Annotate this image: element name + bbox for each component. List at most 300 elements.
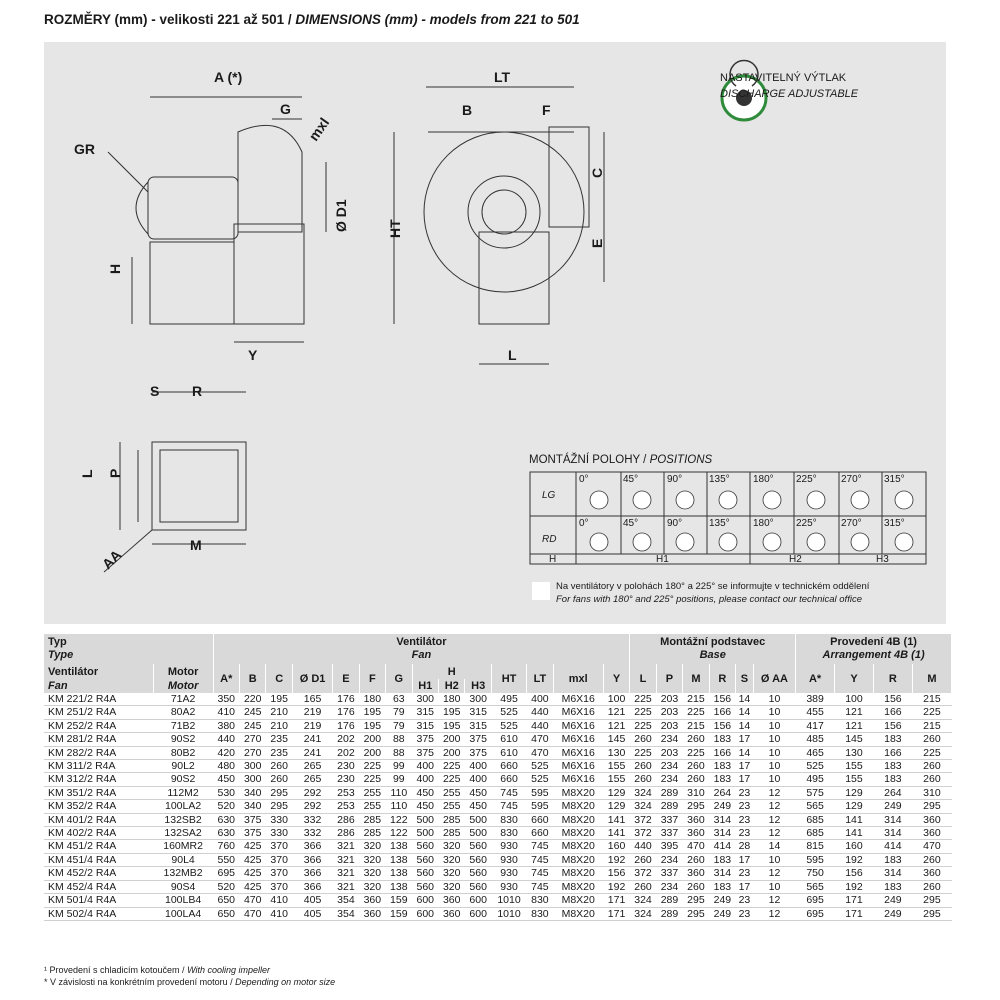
table-cell: 332	[303, 827, 322, 840]
table-row	[44, 907, 952, 920]
label-f: F	[542, 102, 551, 118]
label-m: M	[190, 537, 202, 553]
table-cell: 156	[607, 867, 626, 880]
table-cell: 17	[738, 880, 751, 893]
table-cell: 260	[687, 853, 705, 866]
table-cell: 550	[217, 853, 236, 866]
table-cell: 203	[660, 706, 679, 719]
table-row	[44, 719, 952, 732]
label-a: A (*)	[214, 69, 243, 85]
table-cell: 470	[531, 746, 549, 759]
table-cell: 450	[469, 786, 487, 799]
table-cell: 156	[713, 693, 732, 705]
table-cell: M6X16	[561, 760, 595, 773]
table-cell: 300	[243, 760, 262, 773]
table-cell: 215	[687, 719, 705, 732]
table-cell: 14	[768, 840, 781, 853]
table-cell: 337	[660, 827, 679, 840]
table-cell: 17	[738, 733, 751, 746]
table-cell: 410	[270, 894, 288, 907]
table-cell: 79	[392, 719, 405, 732]
table-cell: 265	[303, 760, 322, 773]
table-cell: 560	[469, 840, 487, 853]
label-b: B	[462, 102, 473, 118]
svg-text:90°: 90°	[667, 474, 683, 485]
table-cell: 249	[884, 907, 902, 920]
table-cell: 100	[845, 693, 863, 705]
table-cell: 350	[217, 693, 236, 705]
table-cell: 400	[469, 760, 487, 773]
positions-title: MONTÁŽNÍ POLOHY / POSITIONS	[529, 454, 713, 466]
table-cell: 171	[607, 907, 626, 920]
table-cell: 200	[442, 746, 461, 759]
table-cell: 320	[442, 853, 461, 866]
table-cell: 132MB2	[163, 867, 203, 880]
table-cell: 130	[607, 746, 626, 759]
fan-model-cell: KM 281/2 R4A	[48, 733, 117, 746]
table-cell: M6X16	[561, 733, 595, 746]
table-cell: 225	[634, 706, 652, 719]
table-cell: 425	[243, 880, 262, 893]
table-cell: M8X20	[561, 840, 595, 853]
table-cell: 375	[469, 746, 487, 759]
table-cell: 321	[337, 867, 355, 880]
table-cell: 225	[687, 746, 705, 759]
table-cell: 324	[634, 894, 652, 907]
table-cell: 295	[687, 800, 705, 813]
table-cell: 321	[337, 880, 355, 893]
table-cell: 405	[303, 907, 322, 920]
table-cell: 260	[270, 773, 288, 786]
table-cell: 320	[442, 880, 461, 893]
table-cell: 155	[607, 773, 626, 786]
table-cell: 225	[442, 760, 461, 773]
table-cell: 360	[687, 867, 705, 880]
label-r: R	[192, 383, 203, 399]
table-cell: 121	[607, 706, 626, 719]
table-cell: 340	[243, 800, 262, 813]
table-cell: 320	[442, 840, 461, 853]
table-cell: 10	[768, 719, 781, 732]
table-cell: 595	[531, 800, 549, 813]
table-cell: 332	[303, 813, 322, 826]
table-cell: 340	[243, 786, 262, 799]
table-cell: 330	[270, 827, 288, 840]
front-stand	[479, 232, 549, 324]
table-cell: 155	[845, 773, 863, 786]
table-cell: 389	[806, 693, 824, 705]
table-cell: 260	[634, 773, 652, 786]
svg-text:135°: 135°	[709, 518, 730, 529]
table-cell: 23	[738, 894, 751, 907]
table-row	[44, 880, 952, 893]
table-cell: 156	[884, 719, 902, 732]
table-cell: 455	[806, 706, 824, 719]
table-cell: 14	[738, 706, 751, 719]
table-row	[44, 827, 952, 840]
table-cell: 321	[337, 840, 355, 853]
table-cell: 129	[607, 786, 626, 799]
fan-model-cell: KM 452/4 R4A	[48, 880, 117, 893]
table-cell: 500	[469, 827, 487, 840]
table-cell: 79	[392, 706, 405, 719]
table-cell: 495	[806, 773, 824, 786]
table-cell: 400	[531, 693, 549, 705]
table-cell: 525	[531, 773, 549, 786]
table-cell: 485	[806, 733, 824, 746]
label-l: L	[508, 347, 517, 363]
table-cell: 500	[469, 813, 487, 826]
pos-lg: LG	[542, 490, 556, 501]
fan-model-cell: KM 252/2 R4A	[48, 719, 117, 732]
table-cell: 760	[217, 840, 236, 853]
table-cell: 90L2	[171, 760, 195, 773]
table-cell: 300	[243, 773, 262, 786]
svg-text:90°: 90°	[667, 518, 683, 529]
table-cell: 225	[923, 706, 941, 719]
fan-model-cell: KM 251/2 R4A	[48, 706, 117, 719]
table-cell: 121	[845, 719, 863, 732]
table-cell: 90S4	[170, 880, 196, 893]
label-aa: AA	[98, 546, 125, 573]
table-cell: 219	[303, 719, 322, 732]
table-cell: 375	[416, 733, 435, 746]
table-cell: 695	[217, 867, 236, 880]
side-housing	[238, 125, 302, 232]
table-cell: 180	[363, 693, 382, 705]
table-cell: 159	[390, 907, 408, 920]
table-cell: 195	[363, 706, 382, 719]
table-cell: 660	[500, 773, 518, 786]
table-cell: 354	[337, 894, 355, 907]
table-cell: 650	[217, 907, 236, 920]
table-cell: 255	[363, 786, 382, 799]
table-cell: 210	[270, 706, 288, 719]
fan-header: Ventilátor Fan	[213, 634, 630, 664]
table-cell: 450	[416, 800, 435, 813]
table-cell: 314	[884, 813, 902, 826]
group-h2: H2	[789, 554, 802, 565]
table-cell: 156	[884, 693, 902, 705]
table-cell: 366	[303, 840, 322, 853]
table-cell: 685	[806, 827, 824, 840]
table-cell: 225	[634, 693, 652, 705]
table-cell: 470	[243, 907, 262, 920]
table-cell: 260	[687, 773, 705, 786]
table-cell: 100LA4	[164, 907, 202, 920]
table-cell: 202	[337, 733, 355, 746]
table-cell: 264	[884, 786, 902, 799]
table-cell: 366	[303, 880, 322, 893]
table-cell: 650	[217, 894, 236, 907]
side-stand	[150, 242, 234, 324]
table-row	[44, 746, 952, 759]
table-cell: 121	[607, 719, 626, 732]
table-cell: 260	[923, 733, 941, 746]
table-cell: 375	[469, 733, 487, 746]
table-cell: 110	[390, 800, 408, 813]
pos-rd: RD	[542, 534, 557, 545]
table-cell: 14	[738, 746, 751, 759]
table-cell: 370	[270, 880, 288, 893]
table-cell: 235	[270, 733, 288, 746]
table-cell: 414	[713, 840, 732, 853]
table-cell: 249	[713, 894, 732, 907]
table-cell: M8X20	[561, 800, 595, 813]
table-cell: 176	[337, 719, 355, 732]
table-cell: 10	[768, 853, 781, 866]
table-cell: 315	[469, 719, 487, 732]
table-cell: 230	[337, 773, 355, 786]
table-cell: 176	[337, 706, 355, 719]
table-cell: 225	[634, 719, 652, 732]
table-cell: 560	[469, 853, 487, 866]
table-cell: 265	[303, 773, 322, 786]
table-cell: 575	[806, 786, 824, 799]
table-cell: 141	[845, 813, 863, 826]
table-cell: 289	[660, 894, 679, 907]
scroll-housing	[424, 132, 584, 292]
table-cell: 192	[845, 880, 863, 893]
table-cell: 260	[923, 880, 941, 893]
table-cell: 100LB4	[164, 894, 202, 907]
table-cell: 595	[531, 786, 549, 799]
table-cell: 425	[243, 867, 262, 880]
table-cell: 166	[884, 706, 902, 719]
table-cell: 830	[500, 827, 518, 840]
drawing-panel	[44, 42, 946, 624]
table-cell: M8X20	[561, 880, 595, 893]
table-cell: 830	[531, 907, 549, 920]
table-cell: 405	[303, 894, 322, 907]
table-cell: 520	[217, 880, 236, 893]
svg-text:0°: 0°	[579, 474, 589, 485]
table-cell: 192	[607, 853, 626, 866]
table-cell: 260	[687, 880, 705, 893]
table-cell: 450	[416, 786, 435, 799]
table-cell: 180	[442, 693, 461, 705]
table-cell: 414	[884, 840, 902, 853]
table-cell: 320	[363, 867, 382, 880]
table-cell: M6X16	[561, 693, 595, 705]
table-cell: 121	[845, 706, 863, 719]
table-cell: 88	[392, 733, 405, 746]
table-cell: 10	[768, 733, 781, 746]
table-cell: 203	[660, 719, 679, 732]
table-cell: 166	[713, 706, 732, 719]
table-cell: 295	[687, 907, 705, 920]
table-cell: 695	[806, 907, 824, 920]
table-cell: 28	[738, 840, 751, 853]
positions-note: Na ventilátory v polohách 180° a 225° se informujte v technickém oddělení For fans with 180° and 225° positions, please contact our technical office	[556, 581, 870, 605]
table-cell: 400	[469, 773, 487, 786]
table-cell: M8X20	[561, 894, 595, 907]
table-cell: 141	[845, 827, 863, 840]
table-cell: 141	[607, 813, 626, 826]
table-cell: 314	[884, 827, 902, 840]
table-cell: 360	[442, 907, 461, 920]
table-cell: 202	[337, 746, 355, 759]
table-cell: 745	[531, 880, 549, 893]
table-cell: 321	[337, 853, 355, 866]
table-cell: 366	[303, 867, 322, 880]
table-cell: 425	[243, 840, 262, 853]
label-ht: HT	[387, 219, 403, 238]
table-row	[44, 773, 952, 786]
table-cell: 745	[500, 800, 518, 813]
table-row	[44, 693, 952, 706]
side-base	[234, 224, 304, 324]
table-cell: 260	[270, 760, 288, 773]
table-cell: 286	[337, 827, 355, 840]
table-cell: 410	[217, 706, 236, 719]
table-cell: 234	[660, 760, 679, 773]
svg-text:270°: 270°	[841, 518, 862, 529]
table-cell: 395	[660, 840, 679, 853]
table-cell: 90S2	[170, 773, 196, 786]
table-cell: M8X20	[561, 867, 595, 880]
table-cell: 525	[531, 760, 549, 773]
table-cell: 354	[337, 907, 355, 920]
table-cell: 183	[713, 733, 732, 746]
table-cell: 63	[392, 693, 405, 705]
table-cell: 241	[303, 733, 322, 746]
table-cell: 171	[845, 907, 863, 920]
table-cell: 560	[469, 880, 487, 893]
table-cell: 71B2	[170, 719, 196, 732]
group-h3: H3	[876, 554, 889, 565]
table-cell: 155	[607, 760, 626, 773]
table-row	[44, 853, 952, 866]
table-cell: 122	[390, 813, 408, 826]
table-cell: 695	[806, 894, 824, 907]
table-cell: 595	[806, 853, 824, 866]
table-cell: 360	[687, 813, 705, 826]
table-cell: 295	[923, 894, 941, 907]
fan-model-cell: KM 451/4 R4A	[48, 853, 117, 866]
table-cell: 253	[337, 800, 355, 813]
table-cell: 219	[303, 706, 322, 719]
table-row	[44, 733, 952, 746]
table-cell: 23	[738, 827, 751, 840]
discharge-text: NASTAVITELNÝ VÝTLAK DISCHARGE ADJUSTABLE	[720, 72, 859, 100]
table-cell: 500	[416, 827, 435, 840]
table-cell: 324	[634, 786, 652, 799]
table-row	[44, 786, 952, 799]
table-cell: 525	[806, 760, 824, 773]
table-cell: 249	[713, 907, 732, 920]
table-cell: 745	[531, 840, 549, 853]
table-cell: 210	[270, 719, 288, 732]
table-cell: 166	[713, 746, 732, 759]
table-cell: M6X16	[561, 746, 595, 759]
arrangement-header: Provedení 4B (1) Arrangement 4B (1)	[796, 634, 952, 664]
table-cell: 560	[416, 840, 435, 853]
svg-text:225°: 225°	[796, 518, 817, 529]
table-cell: 930	[500, 853, 518, 866]
table-cell: 370	[270, 853, 288, 866]
table-cell: 145	[845, 733, 863, 746]
table-row	[44, 760, 952, 773]
table-cell: 286	[337, 813, 355, 826]
table-cell: 249	[884, 800, 902, 813]
table-cell: 360	[363, 894, 382, 907]
table-cell: 360	[923, 827, 941, 840]
table-cell: 285	[442, 827, 461, 840]
table-cell: 176	[337, 693, 355, 705]
table-cell: 195	[270, 693, 288, 705]
table-cell: 285	[442, 813, 461, 826]
table-cell: 10	[768, 760, 781, 773]
table-cell: 1010	[497, 894, 521, 907]
table-cell: 192	[845, 853, 863, 866]
table-cell: 470	[531, 733, 549, 746]
table-cell: 315	[416, 719, 435, 732]
table-cell: 300	[416, 693, 435, 705]
table-cell: 830	[500, 813, 518, 826]
table-cell: 630	[217, 827, 236, 840]
table-cell: 660	[500, 760, 518, 773]
table-cell: 366	[303, 853, 322, 866]
table-cell: 255	[442, 800, 461, 813]
table-cell: 183	[713, 853, 732, 866]
fan-model-cell: KM 402/2 R4A	[48, 827, 117, 840]
table-cell: 220	[243, 693, 262, 705]
label-mxl: mxl	[305, 114, 333, 144]
dimensions-table: Typ Type Ventilátor Fan Montážní podstavec Base Provedení 4B (1) Arrangement 4B (1) Ventilátor Fan Motor Motor A* B C Ø D1 E F G H HT LT mxl Y L P M R S Ø AA A* Y R M H1 H2 H3 KM 221/2 R4A 71A2 350 220 195 165 176 180 63 300 180 300 495 400 M6X16 100 225 203 215 156 14 10 389 100 156 215 KM 251/2 R4A 80A2 410 245 210 219 176 195 79 315 195 315 525 440 M6X16 121 225 203 225 166 14 10 455 121 166 225 KM 252/2 R4A 71B2 380 245 210 219 176 195 79 315 195 315 525 440 M6X16 121 225 203 215 156 14 10 417 121 156 215 KM 281/2 R4A 90S2 440 270 235 241 202 200 88 375 200 375 610 470 M6X16 145 260 234 260 183 17 10 485 145 183 260 KM 282/2 R4A 80B2 420 270 235 241 202 200 88 375 200 375 610 470 M6X16 130 225 203 225 166 14 10 465 130 166 225 KM 311/2 R4A 90L2 480 300 260 265 230 225 99 400 225 400 660 525 M6X16 155 260 234 260 183 17 10 525 155 183 260 KM 312/2 R4A 90S2 450 300 260 265 230 225 99 400 225 400 660 525 M6X16 155 260 234 260 183 17 10 495 155 183 260 KM 351/2 R4A 112M2 530 340 295 292 253 255 110 450 255 450 745 595 M8X20 129 324 289 310 264 23 12 575 129 264 310 KM 352/2 R4A 100LA2 520 340 295 292 253 255 110 450 255 450 745 595 M8X20 129 324 289 295 249 23 12 565 129 249 295 KM 401/2 R4A 132SB2 630 375 330 332 286 285 122 500 285 500 830 660 M8X20 141 372 337 360 314 23 12 685 141 314 360 KM 402/2 R4A 132SA2 630 375 330 332 286 285 122 500 285 500 830 660 M8X20 141 372 337 360 314 23 12 685 141 314 360 KM 451/2 R4A 160MR2 760 425 370 366 321 320 138 560 320 560 930 745 M8X20 160 440 395 470 414 28 14 815 160 414 470 KM 451/4 R4A 90L4 550 425 370 366 321 320 138 560 320 560 930 745 M8X20 192 260 234 260 183 17 10 595 192 183 260 KM 452/2 R4A 132MB2 695 425 370 366 321 320 138 560 320 560 930 745 M8X20 156 372 337 360 314 23 12 750 156 314 360 KM 452/4 R4A 90S4 520 425 370 366 321 320 138 560 320 560 930 745 M8X20 192 260 234 260 183 17 10 565 192 183 260 KM 501/4 R4A 100LB4 650 470 410 405 354 360 159 600 360 600 1010 830 M8X20 171 324 289 295 249 23 12 695 171 249 295 KM 502/4 R4A 100LA4 650 470 410 405 354 360 159 600 360 600 1010 830 M8X20 171 324 289 295 249 23 12 695 171 249 295	[44, 634, 952, 921]
table-cell: 380	[217, 719, 236, 732]
table-cell: 183	[713, 773, 732, 786]
table-cell: M8X20	[561, 827, 595, 840]
table-cell: 225	[634, 746, 652, 759]
table-cell: 360	[923, 867, 941, 880]
table-cell: 215	[687, 693, 705, 705]
table-cell: 249	[713, 800, 732, 813]
table-cell: 112M2	[167, 786, 199, 799]
table-cell: 225	[363, 760, 382, 773]
table-cell: 138	[390, 853, 408, 866]
table-cell: 235	[270, 746, 288, 759]
label-h: H	[107, 263, 123, 274]
table-cell: 830	[531, 894, 549, 907]
table-cell: 270	[243, 733, 262, 746]
table-row	[44, 813, 952, 826]
table-cell: 320	[363, 880, 382, 893]
table-cell: 156	[845, 867, 863, 880]
table-cell: 560	[416, 853, 435, 866]
table-cell: 255	[442, 786, 461, 799]
table-cell: 17	[738, 773, 751, 786]
table-cell: 360	[687, 827, 705, 840]
table-cell: 245	[243, 719, 262, 732]
table-cell: 90S2	[170, 733, 196, 746]
table-cell: 310	[923, 786, 941, 799]
table-cell: 610	[500, 733, 518, 746]
table-cell: 470	[923, 840, 941, 853]
table-row	[44, 800, 952, 813]
svg-text:180°: 180°	[753, 518, 774, 529]
fan-model-cell: KM 282/2 R4A	[48, 746, 117, 759]
table-cell: 183	[884, 760, 902, 773]
table-cell: 450	[469, 800, 487, 813]
table-cell: 10	[768, 746, 781, 759]
page-title: ROZMĚRY (mm) - velikosti 221 až 501 / DIMENSIONS (mm) - models from 221 to 501	[44, 12, 580, 27]
table-cell: 410	[270, 907, 288, 920]
footnotes: ¹ Provedení s chladicím kotoučem / With cooling impeller * V závislosti na konkrétním provedení motoru / Depending on motor size	[44, 965, 336, 987]
table-row	[44, 894, 952, 907]
table-cell: 450	[217, 773, 236, 786]
table-cell: 12	[768, 867, 781, 880]
